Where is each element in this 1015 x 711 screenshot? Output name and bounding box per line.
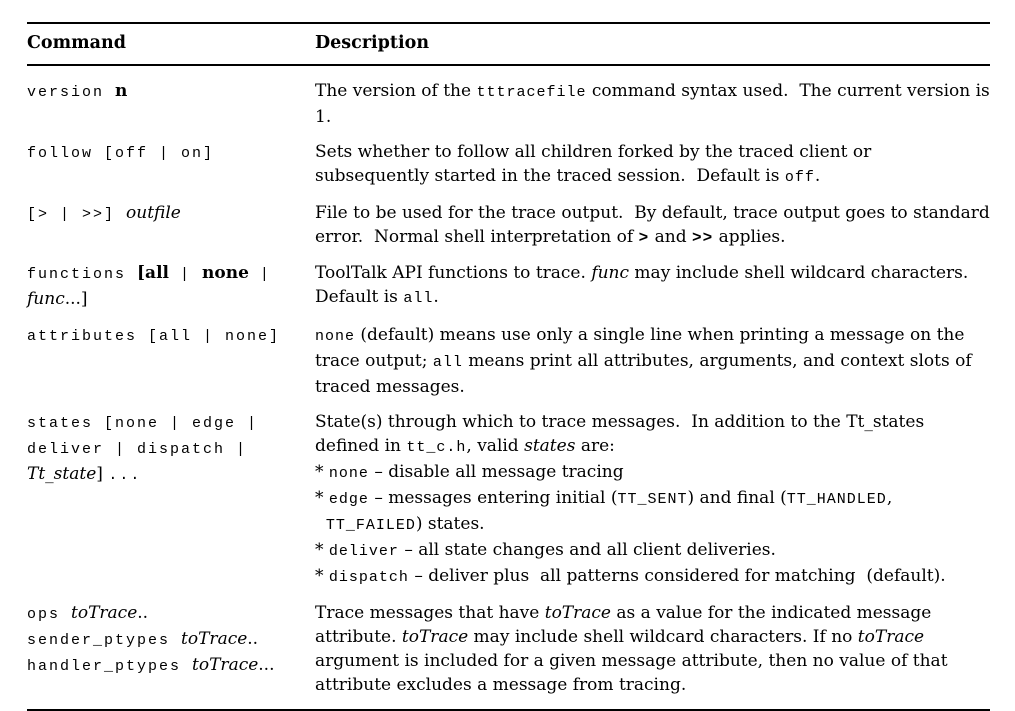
command-cell bbox=[27, 261, 315, 312]
text-segment: tttracefile bbox=[476, 84, 587, 101]
command-cell bbox=[27, 201, 315, 227]
text-segment: * bbox=[315, 566, 329, 586]
table-row bbox=[27, 410, 990, 590]
text-segment: may include shell wildcard characters. Default is bbox=[315, 263, 974, 307]
text-segment: Trace messages that have bbox=[315, 603, 545, 623]
text-segment: argument is included for a given message attribute, then no value of that attribute excludes a message from tracing. bbox=[315, 627, 953, 695]
text-segment: | bbox=[248, 266, 271, 283]
table-row bbox=[27, 601, 990, 697]
text-segment: edge bbox=[328, 491, 369, 508]
text-segment: command syntax used. The current version is 1. bbox=[315, 81, 996, 127]
text-segment: ) and final ( bbox=[687, 488, 787, 508]
text-segment: ) states. bbox=[415, 514, 485, 534]
text-segment: and bbox=[649, 227, 692, 247]
text-segment: [all bbox=[137, 263, 169, 283]
text-segment: toTrace bbox=[544, 603, 611, 623]
text-segment: n bbox=[115, 81, 128, 101]
text-segment: toTrace bbox=[181, 629, 248, 649]
command-cell bbox=[27, 410, 315, 488]
text-segment: version bbox=[27, 84, 116, 101]
text-segment: states bbox=[524, 436, 576, 456]
command-column-header: Command bbox=[27, 33, 126, 53]
text-segment: handler_ptypes bbox=[27, 658, 193, 675]
text-segment: The version of the bbox=[315, 81, 477, 101]
text-segment: ] bbox=[96, 464, 109, 484]
text-segment: [> | >>] bbox=[27, 206, 127, 223]
text-segment: File to be used for the trace output. By default, trace output goes to standard error. Normal shell interpretation of bbox=[315, 203, 996, 247]
table-row bbox=[27, 323, 990, 399]
text-segment: (default) means use only a single line when printing a message on the trace output; bbox=[315, 325, 970, 371]
text-segment: toTrace bbox=[71, 603, 138, 623]
text-segment: ops bbox=[27, 606, 72, 623]
text-segment: TT_FAILED bbox=[325, 517, 416, 534]
description-column-header: Description bbox=[315, 33, 430, 53]
text-segment: , bbox=[886, 488, 893, 508]
command-cell bbox=[27, 79, 315, 105]
text-segment: tt_c.h bbox=[406, 439, 467, 456]
description-cell bbox=[315, 410, 990, 590]
text-segment: * bbox=[315, 540, 329, 560]
text-segment: none bbox=[202, 263, 249, 283]
text-segment: none bbox=[315, 328, 356, 345]
text-segment: – messages entering initial ( bbox=[368, 488, 618, 508]
table-row bbox=[27, 261, 990, 312]
text-segment: . bbox=[433, 287, 439, 307]
text-segment: . bbox=[814, 166, 821, 186]
text-segment: outfile bbox=[126, 203, 181, 223]
text-segment: ... bbox=[258, 655, 275, 675]
text-segment: toTrace bbox=[192, 655, 259, 675]
text-segment: .. bbox=[247, 629, 259, 649]
text-segment: ToolTalk API functions to trace. bbox=[315, 263, 592, 283]
text-segment: functions bbox=[27, 266, 138, 283]
description-cell bbox=[315, 79, 996, 129]
description-cell bbox=[315, 201, 996, 250]
text-segment: – disable all message tracing bbox=[368, 462, 624, 482]
text-segment: func bbox=[591, 263, 630, 283]
table-row bbox=[27, 79, 996, 129]
text-segment: follow [off | on] bbox=[27, 145, 215, 162]
command-cell bbox=[27, 140, 315, 166]
text-segment: all bbox=[403, 290, 434, 307]
text-segment: means print all attributes, arguments, and context slots of traced messages. bbox=[315, 351, 978, 397]
text-segment: , valid bbox=[466, 436, 525, 456]
text-segment: > bbox=[638, 229, 650, 247]
text-segment: applies. bbox=[713, 227, 786, 247]
text-segment: off bbox=[784, 169, 815, 186]
text-segment: ...] bbox=[64, 289, 88, 309]
text-segment: ... bbox=[108, 467, 142, 484]
text-segment: * bbox=[315, 462, 329, 482]
text-segment: toTrace bbox=[401, 627, 469, 647]
table-row bbox=[27, 140, 990, 190]
table-body bbox=[27, 66, 996, 709]
text-segment: attributes [all | none] bbox=[27, 328, 281, 345]
text-segment: * bbox=[315, 488, 329, 508]
text-segment: State(s) through which to trace messages. In addition to the Tt_states defined in bbox=[315, 412, 930, 456]
text-segment: .. bbox=[137, 603, 149, 623]
text-segment: – deliver plus all patterns considered for matching (default). bbox=[408, 566, 946, 586]
description-cell bbox=[315, 601, 990, 697]
text-segment bbox=[315, 514, 326, 534]
description-cell bbox=[315, 323, 990, 399]
text-segment: all bbox=[432, 354, 463, 371]
text-segment: deliver | dispatch | bbox=[27, 441, 248, 458]
text-segment: – all state changes and all client deliveries. bbox=[398, 540, 776, 560]
text-segment: Tt_state bbox=[27, 464, 97, 484]
description-cell bbox=[315, 140, 990, 190]
text-segment: sender_ptypes bbox=[27, 632, 182, 649]
text-segment: none bbox=[328, 465, 369, 482]
text-segment: Sets whether to follow all children forked by the traced client or subsequently started in the traced session. Default is bbox=[315, 142, 877, 186]
command-cell bbox=[27, 323, 315, 349]
text-segment: as a value for the indicated message attribute. bbox=[315, 603, 937, 647]
text-segment: may include shell wildcard characters. If no bbox=[468, 627, 858, 647]
table-header-row bbox=[27, 24, 990, 64]
text-segment: toTrace bbox=[857, 627, 925, 647]
text-segment: dispatch bbox=[328, 569, 409, 586]
text-segment: states [none | edge | bbox=[27, 415, 259, 432]
text-segment: deliver bbox=[328, 543, 399, 560]
text-segment: TT_SENT bbox=[617, 491, 688, 508]
description-cell bbox=[315, 261, 990, 311]
text-segment: >> bbox=[691, 229, 714, 247]
table-row bbox=[27, 201, 996, 250]
text-segment: | bbox=[169, 266, 203, 283]
text-segment: are: bbox=[575, 436, 615, 456]
text-segment: TT_HANDLED bbox=[786, 491, 887, 508]
command-cell bbox=[27, 601, 315, 679]
text-segment: func bbox=[27, 289, 65, 309]
